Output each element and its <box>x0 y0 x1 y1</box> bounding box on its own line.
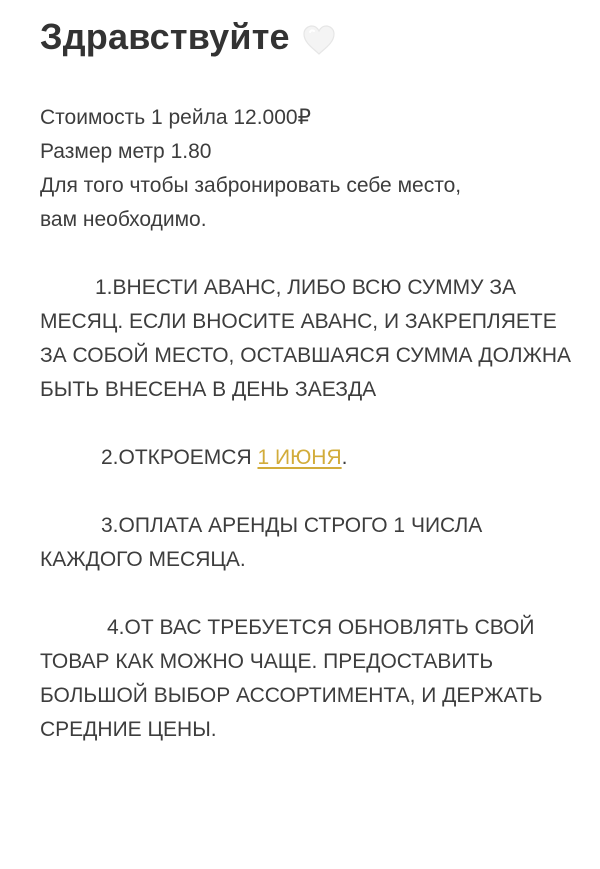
intro-text <box>40 101 580 237</box>
rule-item-2 <box>40 441 580 475</box>
rule-suffix: . <box>341 446 348 469</box>
message-content <box>40 10 580 781</box>
rule-number: 1. <box>95 276 113 299</box>
white-heart-icon <box>302 23 336 55</box>
greeting-text: Здравствуйте <box>40 16 290 57</box>
rule-text: ОТ ВАС ТРЕБУЕТСЯ ОБНОВЛЯТЬ СВОЙ ТОВАР КАК МОЖНО ЧАЩЕ. ПРЕДОСТАВИТЬ БОЛЬШОЙ ВЫБОР АССОРТИМЕНТА, И ДЕРЖАТЬ СРЕДНИЕ ЦЕНЫ. <box>40 616 543 741</box>
rule-number: 2. <box>101 446 119 469</box>
rule-text: ВНЕСТИ АВАНС, ЛИБО ВСЮ СУММУ ЗА МЕСЯЦ. ЕСЛИ ВНОСИТЕ АВАНС, И ЗАКРЕПЛЯЕТЕ ЗА СОБОЙ МЕСТО, ОСТАВШАЯСЯ СУММА ДОЛЖНА БЫТЬ ВНЕСЕНА В ДЕНЬ ЗАЕЗДА <box>40 276 572 401</box>
booking-line-1: Для того чтобы забронировать себе место, <box>40 174 462 197</box>
size-line: Размер метр 1.80 <box>40 140 212 163</box>
rule-text: ОТКРОЕМСЯ <box>118 446 258 469</box>
rule-text: ОПЛАТА АРЕНДЫ СТРОГО 1 ЧИСЛА КАЖДОГО МЕСЯЦА. <box>40 514 483 571</box>
date-link[interactable]: 1 ИЮНЯ <box>257 446 342 469</box>
rule-number: 3. <box>101 514 119 537</box>
rule-number: 4. <box>107 616 125 639</box>
greeting-title <box>40 10 580 64</box>
rules-list <box>40 271 580 747</box>
booking-line-2: вам необходимо. <box>40 208 207 231</box>
rule-item-3 <box>40 509 580 577</box>
rule-item-4 <box>40 611 580 747</box>
price-line: Стоимость 1 рейла 12.000₽ <box>40 106 311 129</box>
rule-item-1 <box>40 271 580 407</box>
